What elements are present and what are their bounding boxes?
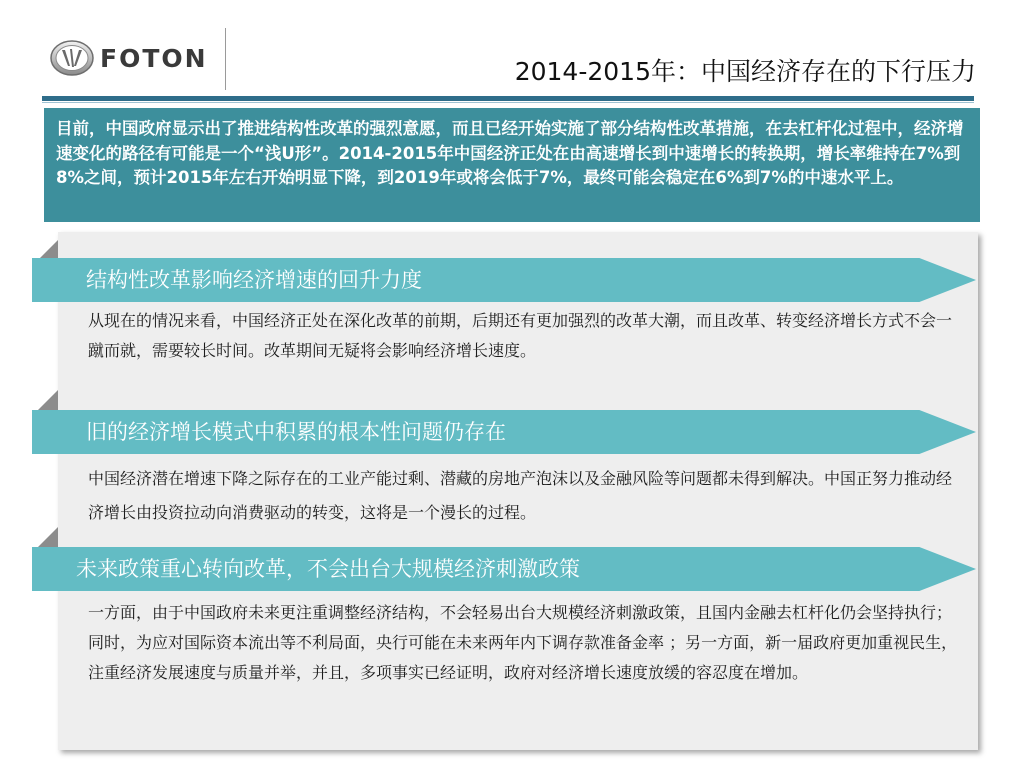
- page-title: 2014-2015年：中国经济存在的下行压力: [514, 57, 976, 86]
- section-body-3: 一方面，由于中国政府未来更注重调整经济结构，不会轻易出台大规模经济刺激政策，且国内金融去杠杆化仍会坚持执行；同时，为应对国际资本流出等不利局面，央行可能在未来两年内下调存款准备金率 ；另一方面，新一届政府更加重视民生，注重经济发展速度与质量并举，并且，多项事实已经证明，政府对经济增长速度放缓的容忍度在增加。: [88, 603, 958, 682]
- title-rule-thin: [42, 102, 974, 103]
- section-heading-2: 旧的经济增长模式中积累的根本性问题仍存在: [86, 420, 506, 444]
- banner-fold: [38, 527, 58, 547]
- banner-fold: [38, 240, 58, 260]
- intro-text: 目前，中国政府显示出了推进结构性改革的强烈意愿，而且已经开始实施了部分结构性改革措施，在去杠杆化过程中，经济增速变化的路径有可能是一个“浅U形”。2014-2015年中国经济正处在由高速增长到中速增长的转换期，增长率维持在7%到8%之间，预计2015年左右开始明显下降，到2019年或将会低于7%，最终可能会稳定在6%到7%的中速水平上。: [56, 119, 964, 187]
- logo-text: FOTON: [100, 43, 208, 73]
- title-rule: [42, 96, 974, 101]
- section-heading-3: 未来政策重心转向改革，不会出台大规模经济刺激政策: [76, 557, 580, 581]
- section-heading-1: 结构性改革影响经济增速的回升力度: [86, 268, 422, 292]
- intro-box: [44, 108, 980, 222]
- section-body-2: 中国经济潜在增速下降之际存在的工业产能过剩、潜藏的房地产泡沫以及金融风险等问题都未得到解决。中国正努力推动经济增长由投资拉动向消费驱动的转变，这将是一个漫长的过程。: [88, 469, 953, 522]
- section-body-1: 从现在的情况来看，中国经济正处在深化改革的前期，后期还有更加强烈的改革大潮，而且改革、转变经济增长方式不会一蹴而就，需要较长时间。改革期间无疑将会影响经济增长速度。: [88, 311, 953, 360]
- banner-fold: [38, 390, 58, 410]
- logo: [50, 36, 220, 80]
- foton-emblem-icon: [50, 36, 94, 80]
- header-divider: [225, 28, 226, 90]
